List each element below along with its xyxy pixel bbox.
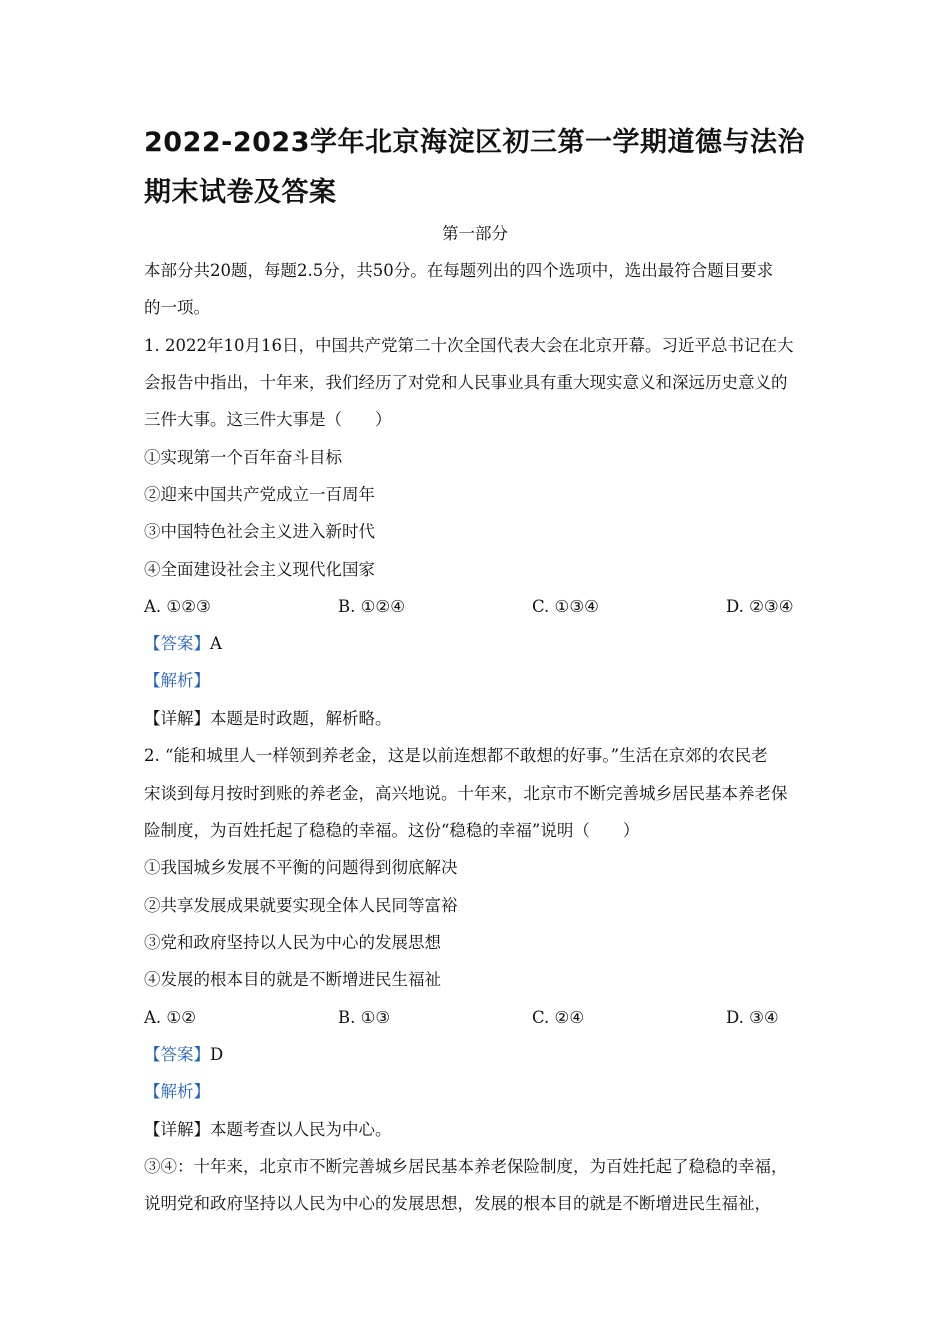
- q1-detail-text: 本题是时政题，解析略。: [210, 709, 392, 728]
- q2-item-3: ③党和政府坚持以人民为中心的发展思想: [144, 933, 441, 952]
- q2-option-d: D. ③④: [726, 1008, 779, 1027]
- q2-stem-line-1: 2. “能和城里人一样领到养老金，这是以前连想都不敢想的好事。”生活在京郊的农民老: [144, 746, 768, 765]
- q1-analysis: [144, 669, 210, 693]
- q2-detail-text: 本题考查以人民为中心。: [210, 1120, 392, 1139]
- q1-analysis-label: 【解析】: [144, 671, 210, 690]
- q2-detail: [144, 1118, 392, 1142]
- q1-item-3: ③中国特色社会主义进入新时代: [144, 522, 375, 541]
- q1-stem-line-3: 三件大事。这三件大事是（ ）: [144, 410, 392, 429]
- page-title: 2022-2023学年北京海淀区初三第一学期道德与法治期末试卷及答案: [144, 127, 805, 208]
- q1-stem-line-2: 会报告中指出，十年来，我们经历了对党和人民事业具有重大现实意义和深远历史意义的: [144, 373, 788, 392]
- q2-explanation-line-2: 说明党和政府坚持以人民为中心的发展思想，发展的根本目的就是不断增进民生福祉，: [144, 1194, 771, 1213]
- q2-item-4: ④发展的根本目的就是不断增进民生福祉: [144, 970, 441, 989]
- q2-analysis-label: 【解析】: [144, 1082, 210, 1101]
- q1-answer-label: 【答案】: [144, 634, 210, 653]
- q2-answer-label: 【答案】: [144, 1045, 210, 1064]
- q1-answer: [144, 632, 222, 656]
- q2-stem-line-2: 宋谈到每月按时到账的养老金，高兴地说。十年来，北京市不断完善城乡居民基本养老保: [144, 784, 788, 803]
- q1-detail: [144, 707, 392, 731]
- q1-item-1: ①实现第一个百年奋斗目标: [144, 448, 342, 467]
- section-heading: 第一部分: [442, 224, 508, 243]
- q1-item-4: ④全面建设社会主义现代化国家: [144, 560, 375, 579]
- q2-option-b: B. ①③: [338, 1008, 391, 1027]
- q1-option-a: A. ①②③: [144, 597, 211, 616]
- q2-option-c: C. ②④: [532, 1008, 585, 1027]
- q1-item-2: ②迎来中国共产党成立一百周年: [144, 485, 375, 504]
- q1-option-d: D. ②③④: [726, 597, 794, 616]
- q2-stem-line-3: 险制度，为百姓托起了稳稳的幸福。这份“稳稳的幸福”说明（ ）: [144, 821, 640, 840]
- q2-item-1: ①我国城乡发展不平衡的问题得到彻底解决: [144, 858, 458, 877]
- q1-detail-label: 【详解】: [144, 709, 210, 728]
- q2-detail-label: 【详解】: [144, 1120, 210, 1139]
- instructions-line-1: 本部分共20题，每题2.5分，共50分。在每题列出的四个选项中，选出最符合题目要求: [144, 261, 774, 280]
- q1-option-b: B. ①②④: [338, 597, 405, 616]
- q2-explanation-line-1: ③④：十年来，北京市不断完善城乡居民基本养老保险制度，为百姓托起了稳稳的幸福，: [144, 1157, 788, 1176]
- q2-answer-value: D: [210, 1045, 224, 1064]
- q1-option-c: C. ①③④: [532, 597, 599, 616]
- instructions-line-2: 的一项。: [144, 298, 210, 317]
- q1-answer-value: A: [210, 634, 222, 653]
- q2-answer: [144, 1043, 223, 1067]
- q2-item-2: ②共享发展成果就要实现全体人民同等富裕: [144, 896, 458, 915]
- q1-stem-line-1: 1. 2022年10月16日，中国共产党第二十次全国代表大会在北京开幕。习近平总书记在大: [144, 336, 794, 355]
- q2-option-a: A. ①②: [144, 1008, 196, 1027]
- q2-analysis: [144, 1080, 210, 1104]
